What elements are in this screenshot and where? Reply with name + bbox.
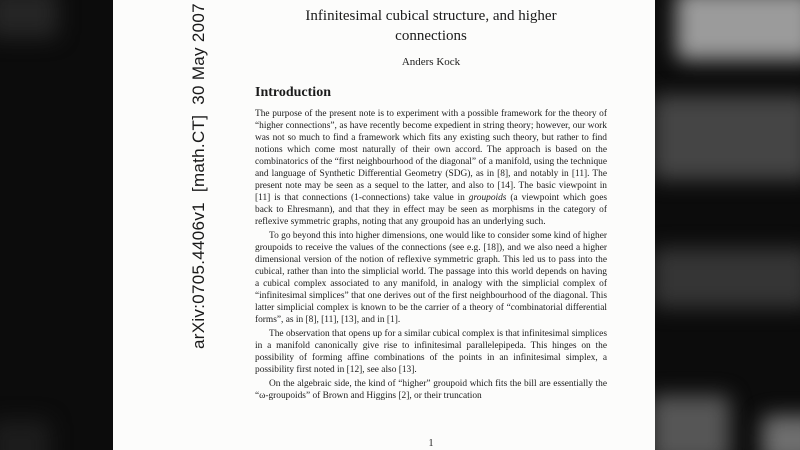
- paragraph-2: To go beyond this into higher dimensions, one would like to consider some kind of higher groupoids to receive the values of the connections (see e.g. [18]), and we also need a higher dimensional version of the notion of reflexive symmetric graph. This led us to pass into the cubical, rather than into the simplicial world. The passage into this world depends on having a cubical complex associated to any manifold, in analogy with the simplicial complex of “infinitesimal simplices” that one derives out of the first neighbourhood of the diagonal. This latter simplicial complex is known to be the carrier of a theory of “combinatorial differential forms”, as in [8], [11], [13], and in [1].: [255, 231, 607, 325]
- background-artifact: [676, 0, 800, 60]
- background-artifact: [652, 248, 800, 308]
- section-heading-introduction: Introduction: [255, 85, 331, 100]
- page-number: 1: [428, 438, 434, 449]
- paragraph-1-italic-term: groupoids: [468, 193, 507, 203]
- paper-title: [255, 6, 607, 46]
- document-page: [113, 0, 655, 450]
- author-name: Anders Kock: [401, 56, 461, 68]
- background-artifact: [762, 415, 800, 450]
- paper-title-line2: connections: [395, 28, 467, 44]
- paper-title-line1: Infinitesimal cubical structure, and higher: [305, 8, 557, 24]
- background-artifact: [0, 420, 50, 450]
- background-artifact: [0, 0, 58, 38]
- arxiv-watermark: arXiv:0705.4406v1 [math.CT] 30 May 2007: [189, 3, 208, 349]
- paragraph-1-text: The purpose of the present note is to experiment with a possible framework for the theory of “higher connections”, as have recently become expedient in string theory; however, our work was not so much to find a framework which fits any existing such theory, but rather to find notions which come most naturally of their own accord. The approach is based on the combinatorics of the “first neighbourhood of the diagonal” of a manifold, using the technique and language of Synthetic Differential Geometry (SDG), as in [8], and notably in [11]. The present note may be seen as a sequel to the latter, and also to [14]. The basic viewpoint in [11] is that connections (1-connections) take value in: [255, 109, 607, 203]
- paragraph-4: On the algebraic side, the kind of “higher” groupoid which fits the bill are essentially the “ω-groupoids” of Brown and Higgins [2], or their truncation: [255, 379, 607, 401]
- paragraph-1: [255, 108, 607, 228]
- paragraph-3: The observation that opens up for a similar cubical complex is that infinitesimal simplices in a manifold canonically give rise to infinitesimal parallelepipeda. This hinges on the possibility of forming affine combinations of the points in an infinitesimal simplex, a possibility first noted in [12], see also [13].: [255, 329, 607, 375]
- background-artifact: [650, 395, 730, 450]
- paragraph-1-text-continued: (a viewpoint which goes back to Ehresmann), and that they in effect may be seen as morphisms in the category of reflexive symmetric graphs, noting that any groupoid has an underlying such.: [255, 193, 608, 227]
- page-content: [255, 0, 607, 402]
- background-artifact: [652, 95, 800, 180]
